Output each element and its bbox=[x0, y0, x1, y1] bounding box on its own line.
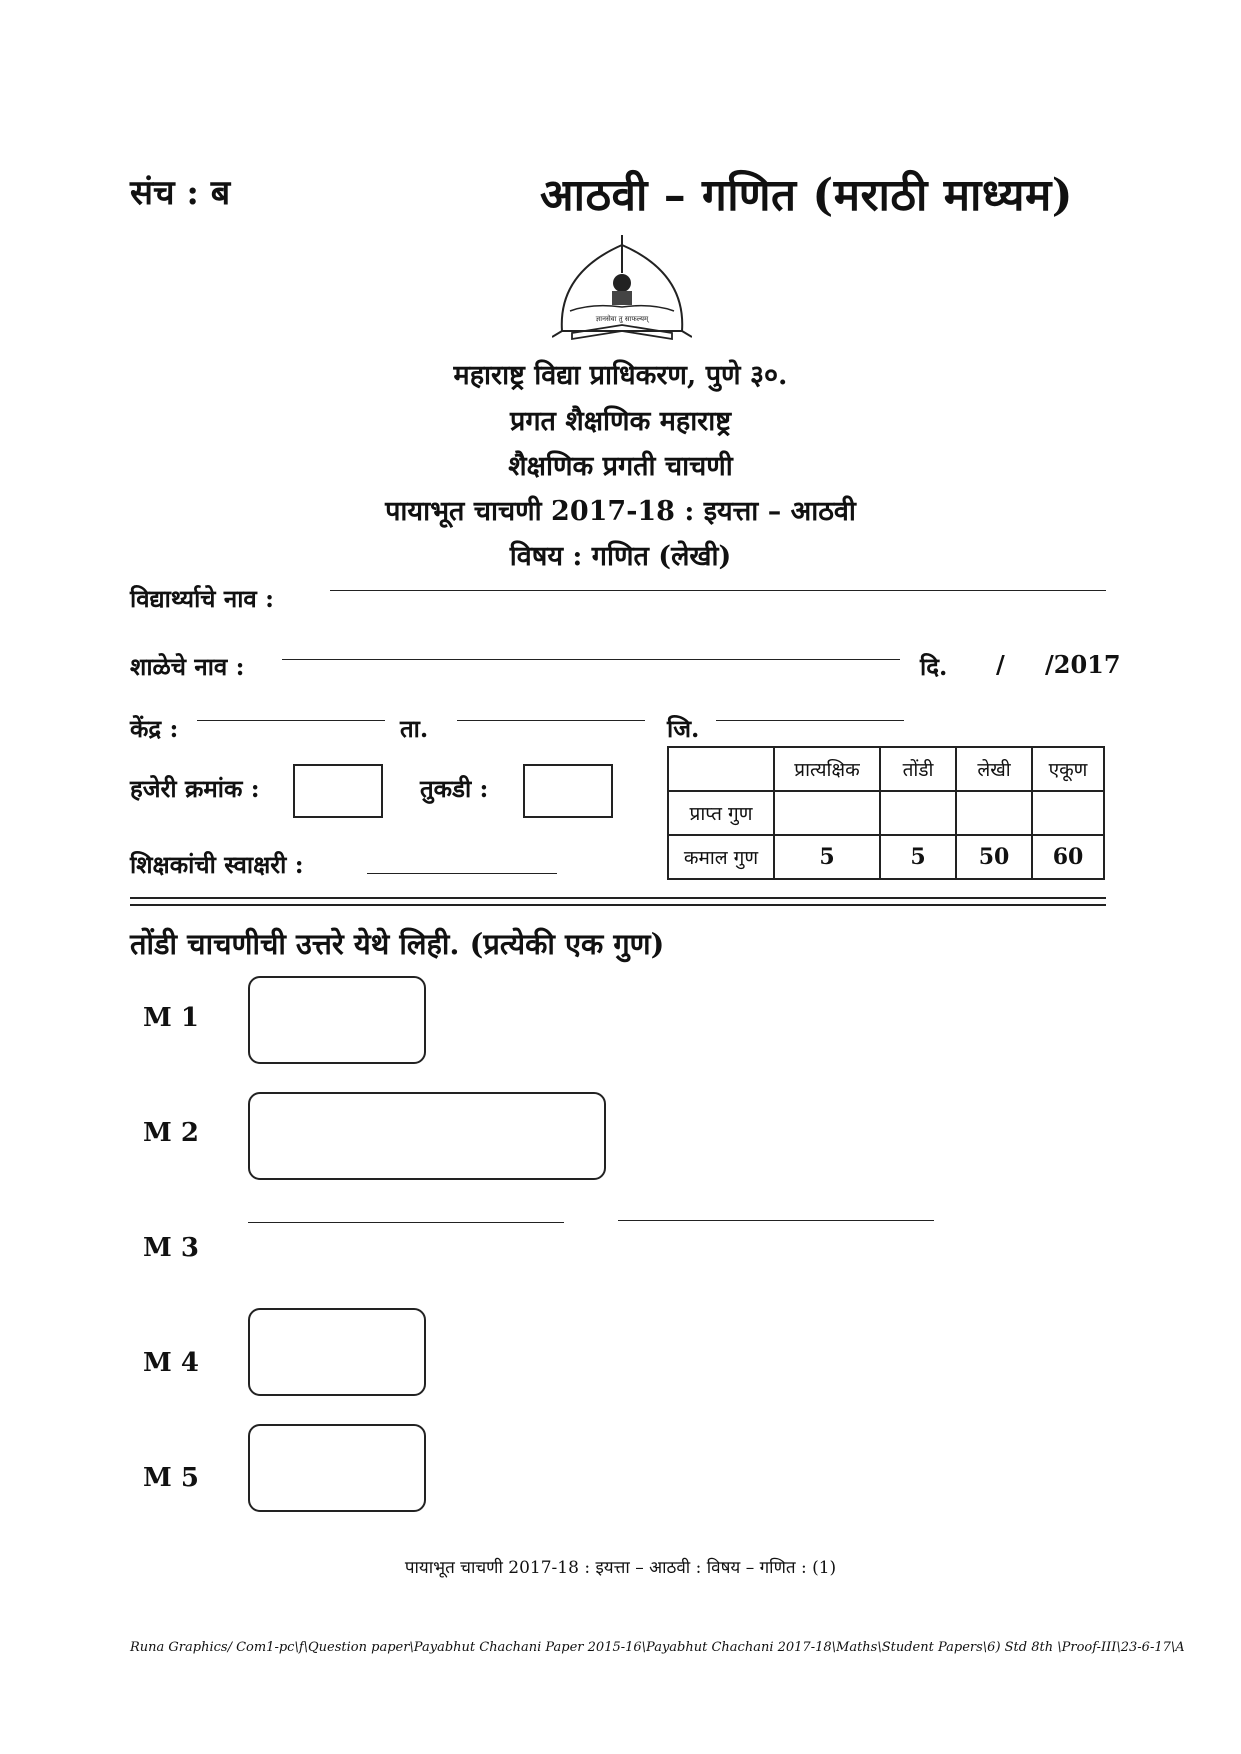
center-label: केंद्र : bbox=[130, 714, 179, 743]
section-divider bbox=[130, 897, 1106, 899]
max-oral-cell: 5 bbox=[880, 835, 956, 879]
question-label-m1: M 1 bbox=[143, 1003, 199, 1033]
header-total: एकूण bbox=[1032, 747, 1104, 791]
header-practical: प्रात्यक्षिक bbox=[774, 747, 880, 791]
emblem-motto: ज्ञानसेवा तु साफल्यम् bbox=[595, 315, 649, 323]
student-name-line[interactable] bbox=[330, 590, 1106, 591]
authority-name: महाराष्ट्र विद्या प्राधिकरण, पुणे ३०. bbox=[453, 360, 788, 391]
school-name-line[interactable] bbox=[282, 659, 900, 660]
table-corner-cell bbox=[668, 747, 774, 791]
district-label: जि. bbox=[667, 714, 700, 743]
obtained-written-cell[interactable] bbox=[956, 791, 1032, 835]
roll-number-box[interactable] bbox=[293, 764, 383, 818]
taluka-label: ता. bbox=[400, 714, 429, 743]
table-row bbox=[668, 791, 1104, 835]
set-label: संच : ब bbox=[130, 173, 231, 213]
obtained-oral-cell[interactable] bbox=[880, 791, 956, 835]
emblem-logo bbox=[552, 233, 692, 345]
roll-number-label: हजेरी क्रमांक : bbox=[130, 774, 260, 803]
file-path-note: Runa Graphics/ Com1-pc\f\Question paper\Payabhut Chachani Paper 2015-16\Payabhut Chachani 2017-18\Maths\Student Papers\6) Std 8th \Proof-III\23-6-17\A bbox=[130, 1640, 1185, 1655]
max-marks-label: कमाल गुण bbox=[668, 835, 774, 879]
teacher-signature-label: शिक्षकांची स्वाक्षरी : bbox=[130, 850, 304, 879]
division-label: तुकडी : bbox=[420, 774, 489, 803]
oral-test-heading: तोंडी चाचणीची उत्तरे येथे लिही. (प्रत्येकी एक गुण) bbox=[130, 927, 665, 961]
question-label-m5: M 5 bbox=[143, 1463, 199, 1493]
program-name: प्रगत शैक्षणिक महाराष्ट्र bbox=[509, 406, 731, 437]
answer-box-m4[interactable] bbox=[248, 1308, 426, 1396]
question-label-m4: M 4 bbox=[143, 1348, 199, 1378]
date-label: दि. bbox=[920, 652, 948, 681]
page-footer: पायाभूत चाचणी 2017-18 : इयत्ता – आठवी : विषय – गणित : (1) bbox=[404, 1558, 837, 1578]
answer-box-m1[interactable] bbox=[248, 976, 426, 1064]
exam-line: पायाभूत चाचणी 2017-18 : इयत्ता – आठवी bbox=[385, 496, 856, 527]
question-label-m3: M 3 bbox=[143, 1233, 199, 1263]
answer-box-m2[interactable] bbox=[248, 1092, 606, 1180]
date-separator: / bbox=[996, 650, 1005, 679]
section-divider bbox=[130, 904, 1106, 906]
marks-table bbox=[667, 746, 1105, 880]
student-name-label: विद्यार्थ्याचे नाव : bbox=[130, 584, 274, 613]
school-name-label: शाळेचे नाव : bbox=[130, 652, 245, 681]
answer-line-m3-right[interactable] bbox=[618, 1220, 934, 1221]
obtained-total-cell[interactable] bbox=[1032, 791, 1104, 835]
max-written-cell: 50 bbox=[956, 835, 1032, 879]
subject-line: विषय : गणित (लेखी) bbox=[509, 541, 732, 572]
center-line[interactable] bbox=[197, 720, 385, 721]
test-name: शैक्षणिक प्रगती चाचणी bbox=[508, 451, 733, 482]
header-oral: तोंडी bbox=[880, 747, 956, 791]
answer-box-m5[interactable] bbox=[248, 1424, 426, 1512]
max-practical-cell: 5 bbox=[774, 835, 880, 879]
page-title: आठवी – गणित (मराठी माध्यम) bbox=[540, 170, 1074, 221]
obtained-practical-cell[interactable] bbox=[774, 791, 880, 835]
table-row bbox=[668, 835, 1104, 879]
header-written: लेखी bbox=[956, 747, 1032, 791]
district-line[interactable] bbox=[716, 720, 904, 721]
obtained-marks-label: प्राप्त गुण bbox=[668, 791, 774, 835]
teacher-signature-line[interactable] bbox=[367, 873, 557, 874]
date-year: /2017 bbox=[1045, 650, 1121, 679]
division-box[interactable] bbox=[523, 764, 613, 818]
question-label-m2: M 2 bbox=[143, 1118, 199, 1148]
taluka-line[interactable] bbox=[457, 720, 645, 721]
answer-line-m3-left[interactable] bbox=[248, 1222, 564, 1223]
max-total-cell: 60 bbox=[1032, 835, 1104, 879]
table-row bbox=[668, 747, 1104, 791]
